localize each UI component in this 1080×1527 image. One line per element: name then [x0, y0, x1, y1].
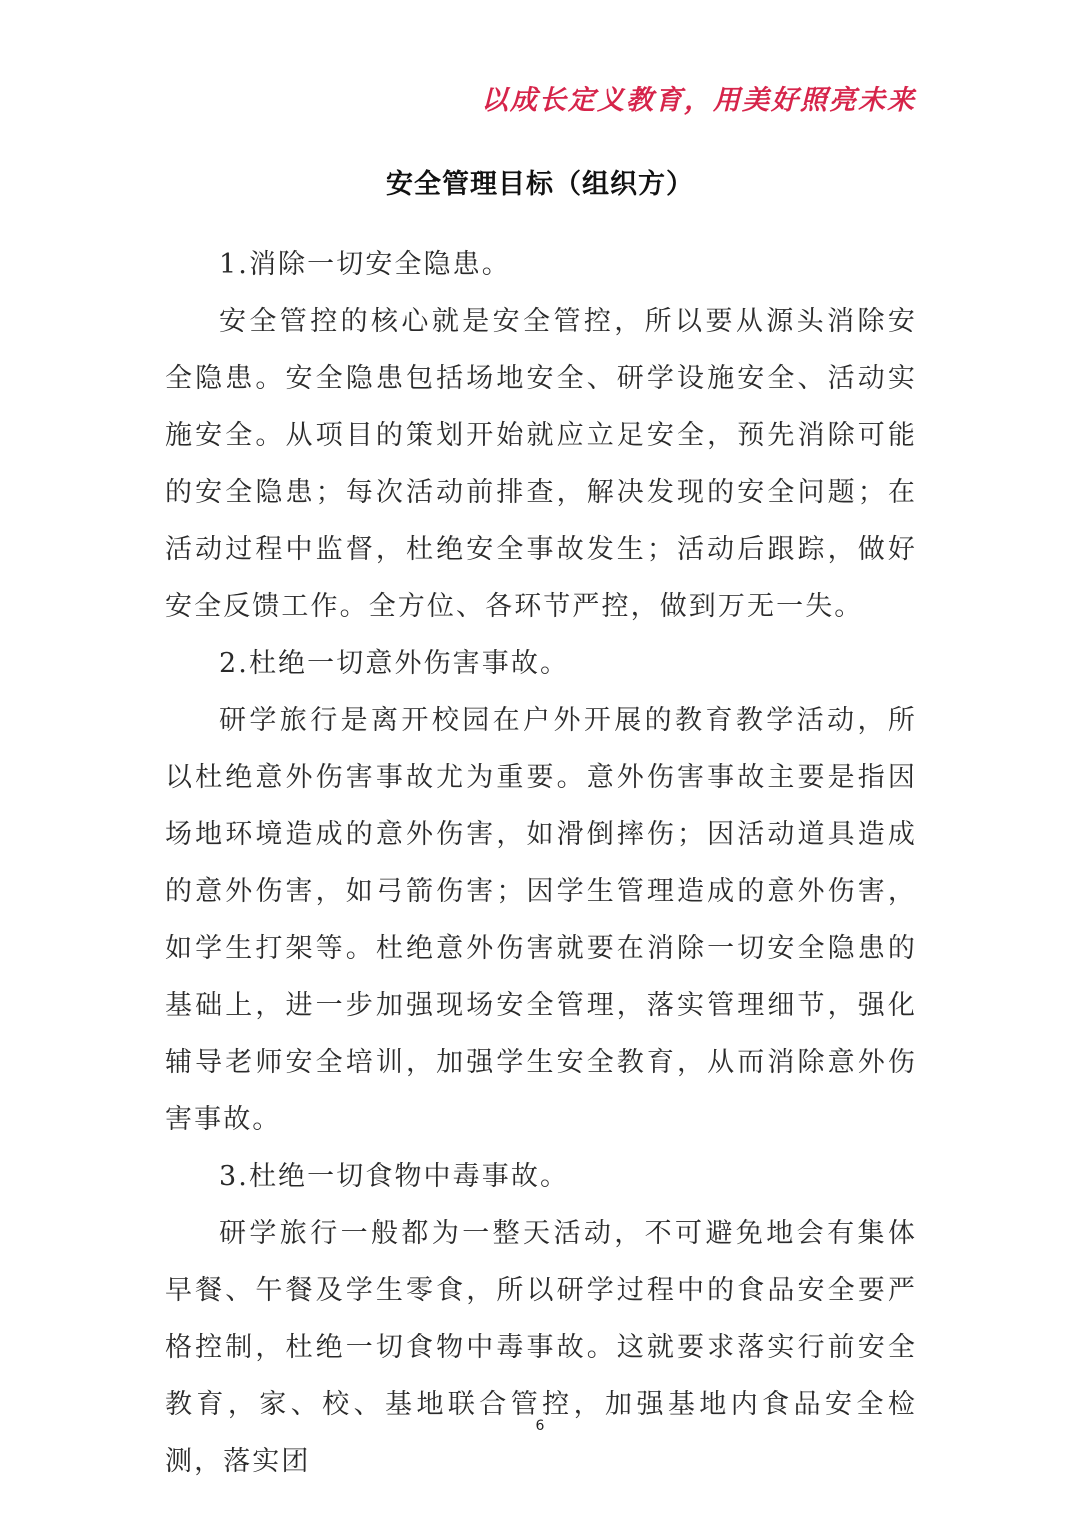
heading-item-3: 3.杜绝一切食物中毒事故。: [219, 1161, 570, 1192]
page-number: 6: [535, 1418, 545, 1434]
paragraph-3: 研学旅行一般都为一整天活动，不可避免地会有集体早餐、午餐及学生零食，所以研学过程中的食品安全要严格控制，杜绝一切食物中毒事故。这就要求落实行前安全教育，家、校、基地联合管控，加强基地内食品安全检测，落实团: [165, 1218, 917, 1477]
paragraph-2: 研学旅行是离开校园在户外开展的教育教学活动，所以杜绝意外伤害事故尤为重要。意外伤害事故主要是指因场地环境造成的意外伤害，如滑倒摔伤；因活动道具造成的意外伤害，如弓箭伤害；因学生管理造成的意外伤害，如学生打架等。杜绝意外伤害就要在消除一切安全隐患的基础上，进一步加强现场安全管理，落实管理细节，强化辅导老师安全培训，加强学生安全教育，从而消除意外伤害事故。: [165, 705, 917, 1135]
paragraph-1: 安全管控的核心就是安全管控，所以要从源头消除安全隐患。安全隐患包括场地安全、研学设施安全、活动实施安全。从项目的策划开始就应立足安全，预先消除可能的安全隐患；每次活动前排查，解决发现的安全问题；在活动过程中监督，杜绝安全事故发生；活动后跟踪，做好安全反馈工作。全方位、各环节严控，做到万无一失。: [165, 306, 917, 622]
document-body: [165, 236, 917, 1490]
heading-item-1: 1.消除一切安全隐患。: [219, 249, 511, 280]
header-slogan: 以成长定义教育，用美好照亮未来: [481, 85, 916, 116]
page-title: 安全管理目标（组织方）: [386, 169, 694, 200]
heading-item-2: 2.杜绝一切意外伤害事故。: [219, 648, 570, 679]
